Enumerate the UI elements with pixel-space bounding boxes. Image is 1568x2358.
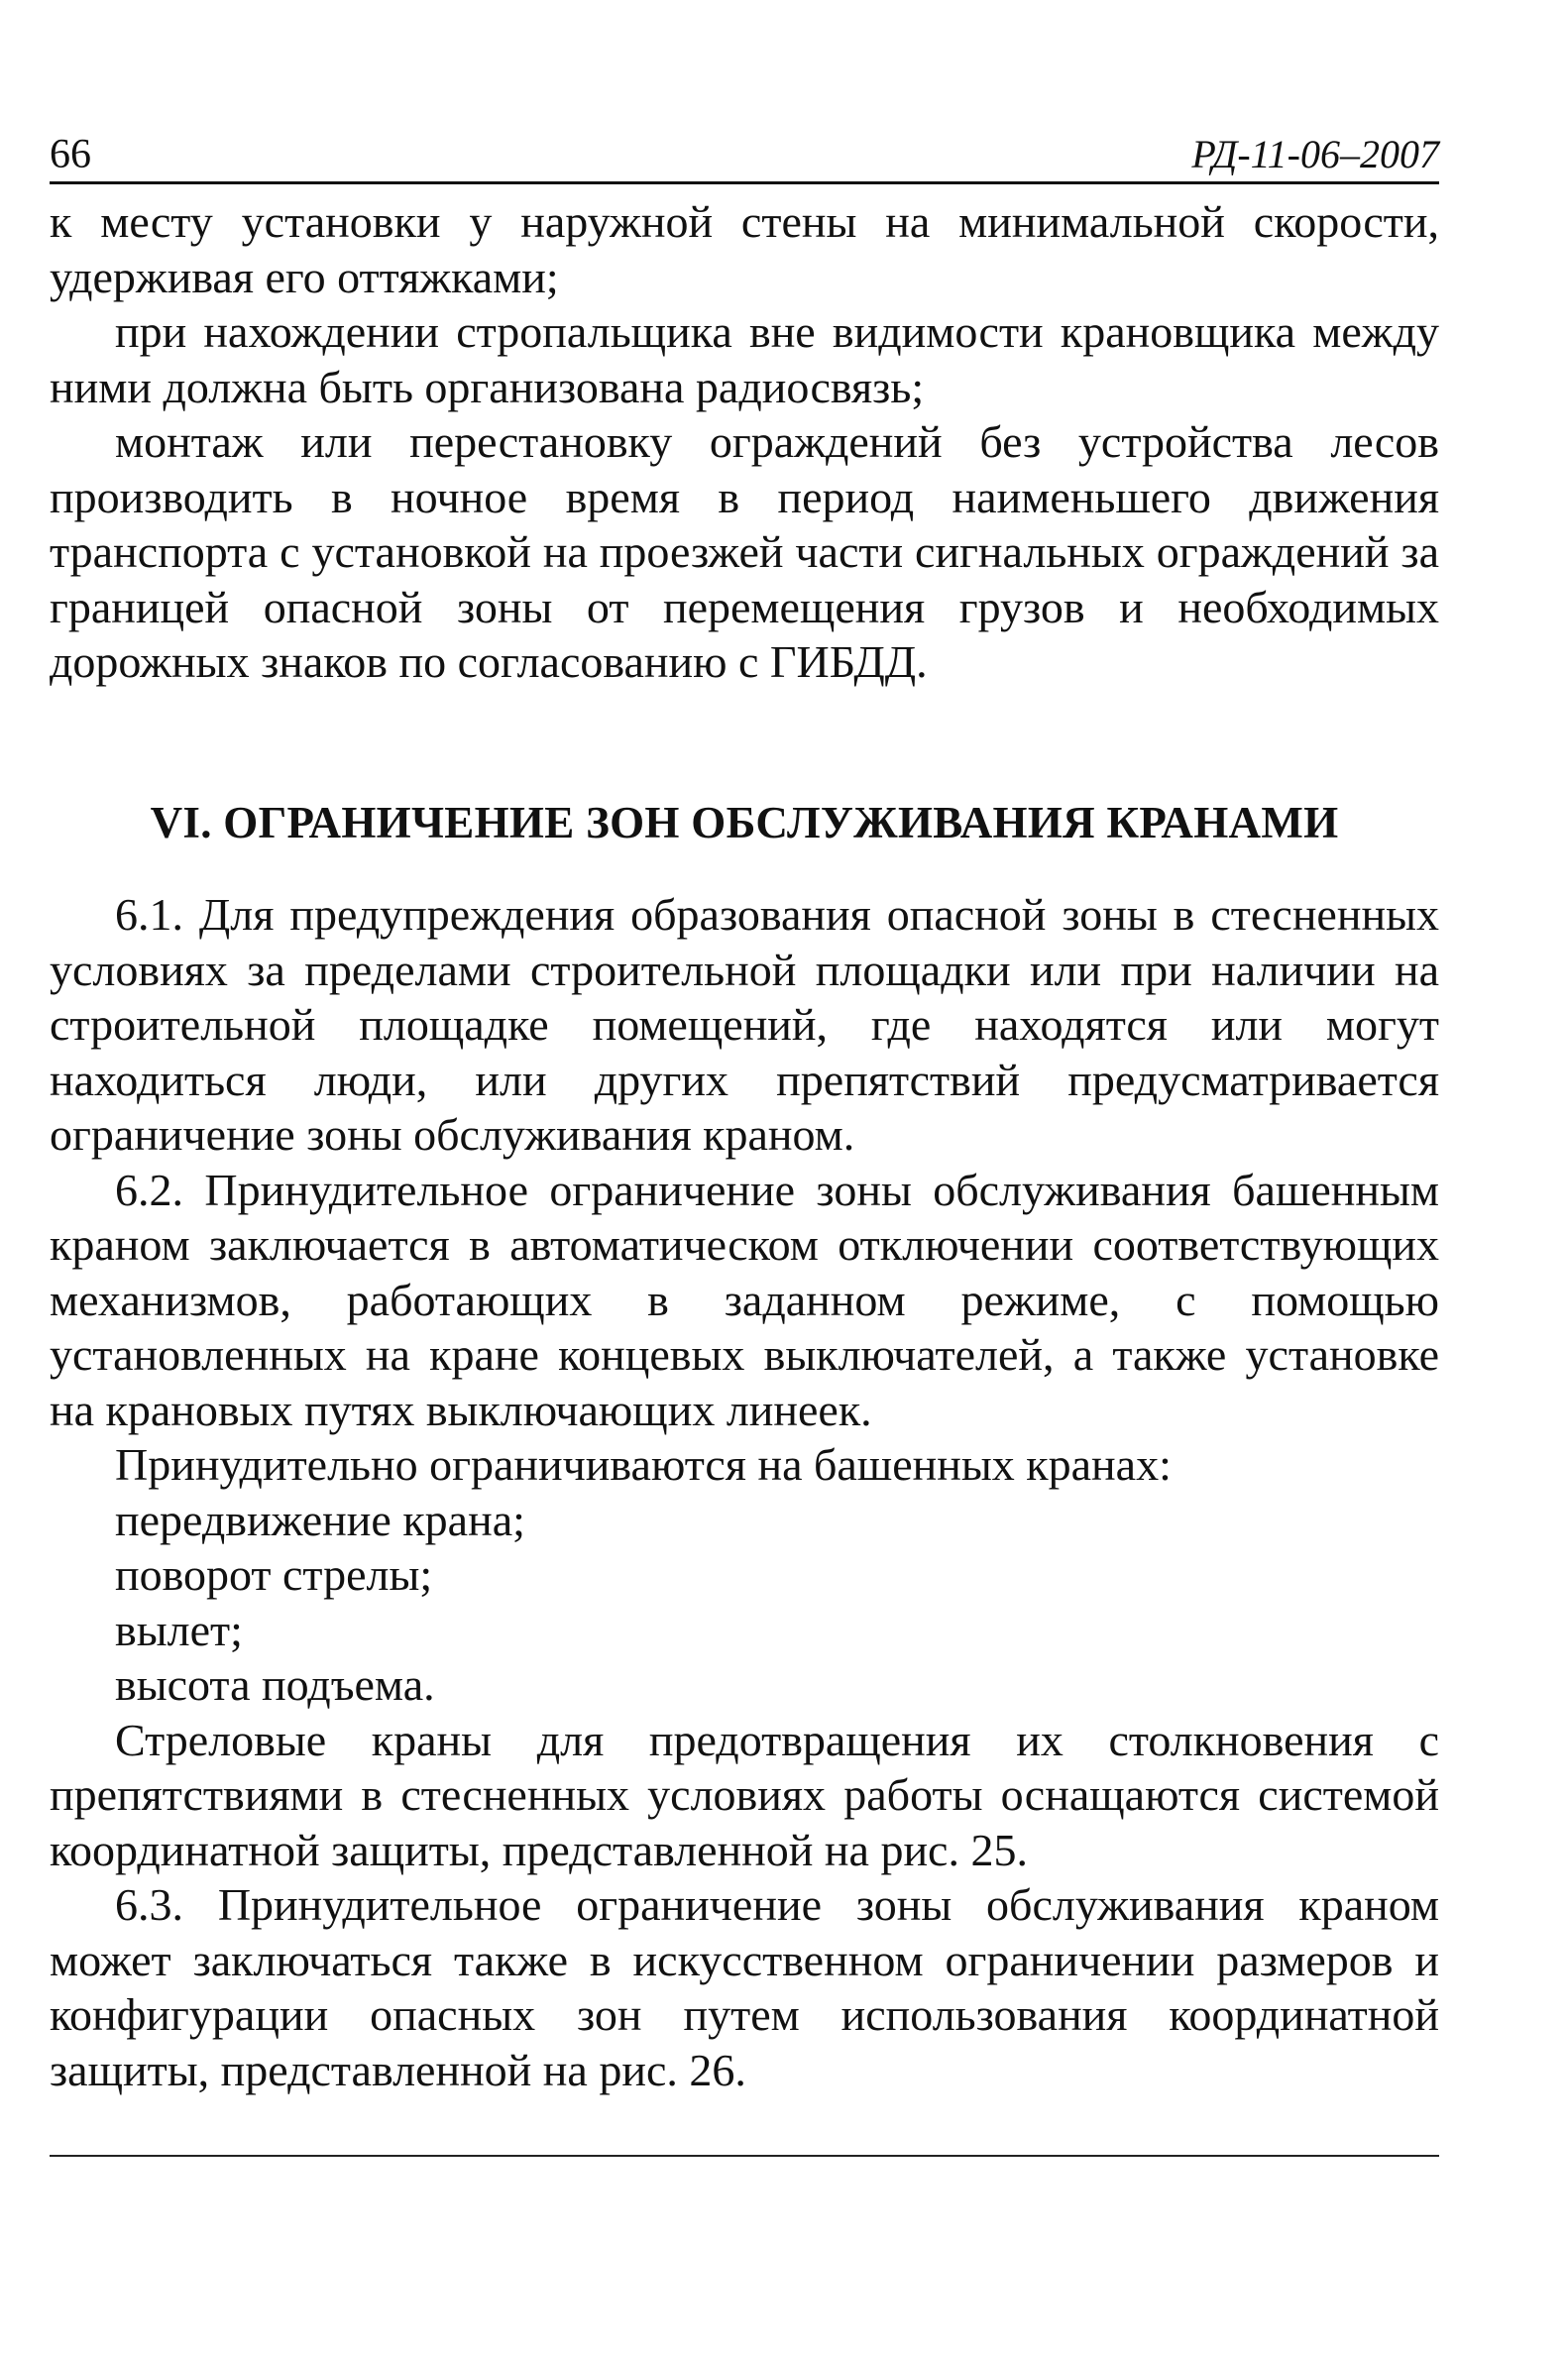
paragraph-night-installation: монтаж или перестановку ограждений без устройства лесов производить в ночное время в период наименьшего движения транспорта с установкой на проезжей части сигнальных ограждений за границей опасной зоны от перемещения грузов и необходимых дорожных знаков по согласованию с ГИБДД.: [50, 416, 1439, 687]
section-title: VI. ОГРАНИЧЕНИЕ ЗОН ОБСЛУЖИВАНИЯ КРАНАМИ: [150, 798, 1339, 847]
paragraph-radio-link: при нахождении стропальщика вне видимости крановщика между ними должна быть организована радиосвязь;: [50, 306, 1439, 412]
clause-6-1: 6.1. Для предупреждения образования опасной зоны в стесненных условиях за пределами строительной площадки или при наличии на строительной площадке помещений, где находятся или могут находиться люди, или других препятствий предусматривается ограничение зоны обслуживания краном.: [50, 889, 1439, 1160]
list-item: вылет;: [115, 1604, 243, 1655]
list-intro: Принудительно ограничиваются на башенных кранах:: [115, 1439, 1172, 1490]
footer-rule: [50, 2155, 1439, 2157]
running-header: [50, 127, 1439, 182]
intro-text: [50, 194, 1439, 690]
list-item: высота подъема.: [115, 1659, 435, 1710]
section-body: [50, 887, 1439, 2097]
page-number: 66: [50, 132, 91, 177]
header-rule: [50, 181, 1439, 184]
clause-6-2: 6.2. Принудительное ограничение зоны обслуживания башенным краном заключается в автоматическом отключении соответствующих механизмов, работающих в заданном режиме, с помощью установленных на кране концевых выключателей, а также установке на крановых путях выключающих линеек.: [50, 1164, 1439, 1435]
document-code: РД-11-06–2007: [1191, 132, 1439, 176]
list-item: передвижение крана;: [115, 1494, 525, 1545]
paragraph-continuation: к месту установки у наружной стены на минимальной скорости, удерживая его оттяжками;: [50, 196, 1439, 302]
list-item: поворот стрелы;: [115, 1549, 433, 1600]
clause-6-3: 6.3. Принудительное ограничение зоны обслуживания краном может заключаться также в искусственном ограничении размеров и конфигурации опасных зон путем использования координатной защиты, представленной на рис. 26.: [50, 1879, 1439, 2095]
paragraph-boom-cranes: Стреловые краны для предотвращения их столкновения с препятствиями в стесненных условиях работы оснащаются системой координатной защиты, представленной на рис. 25.: [50, 1714, 1439, 1875]
